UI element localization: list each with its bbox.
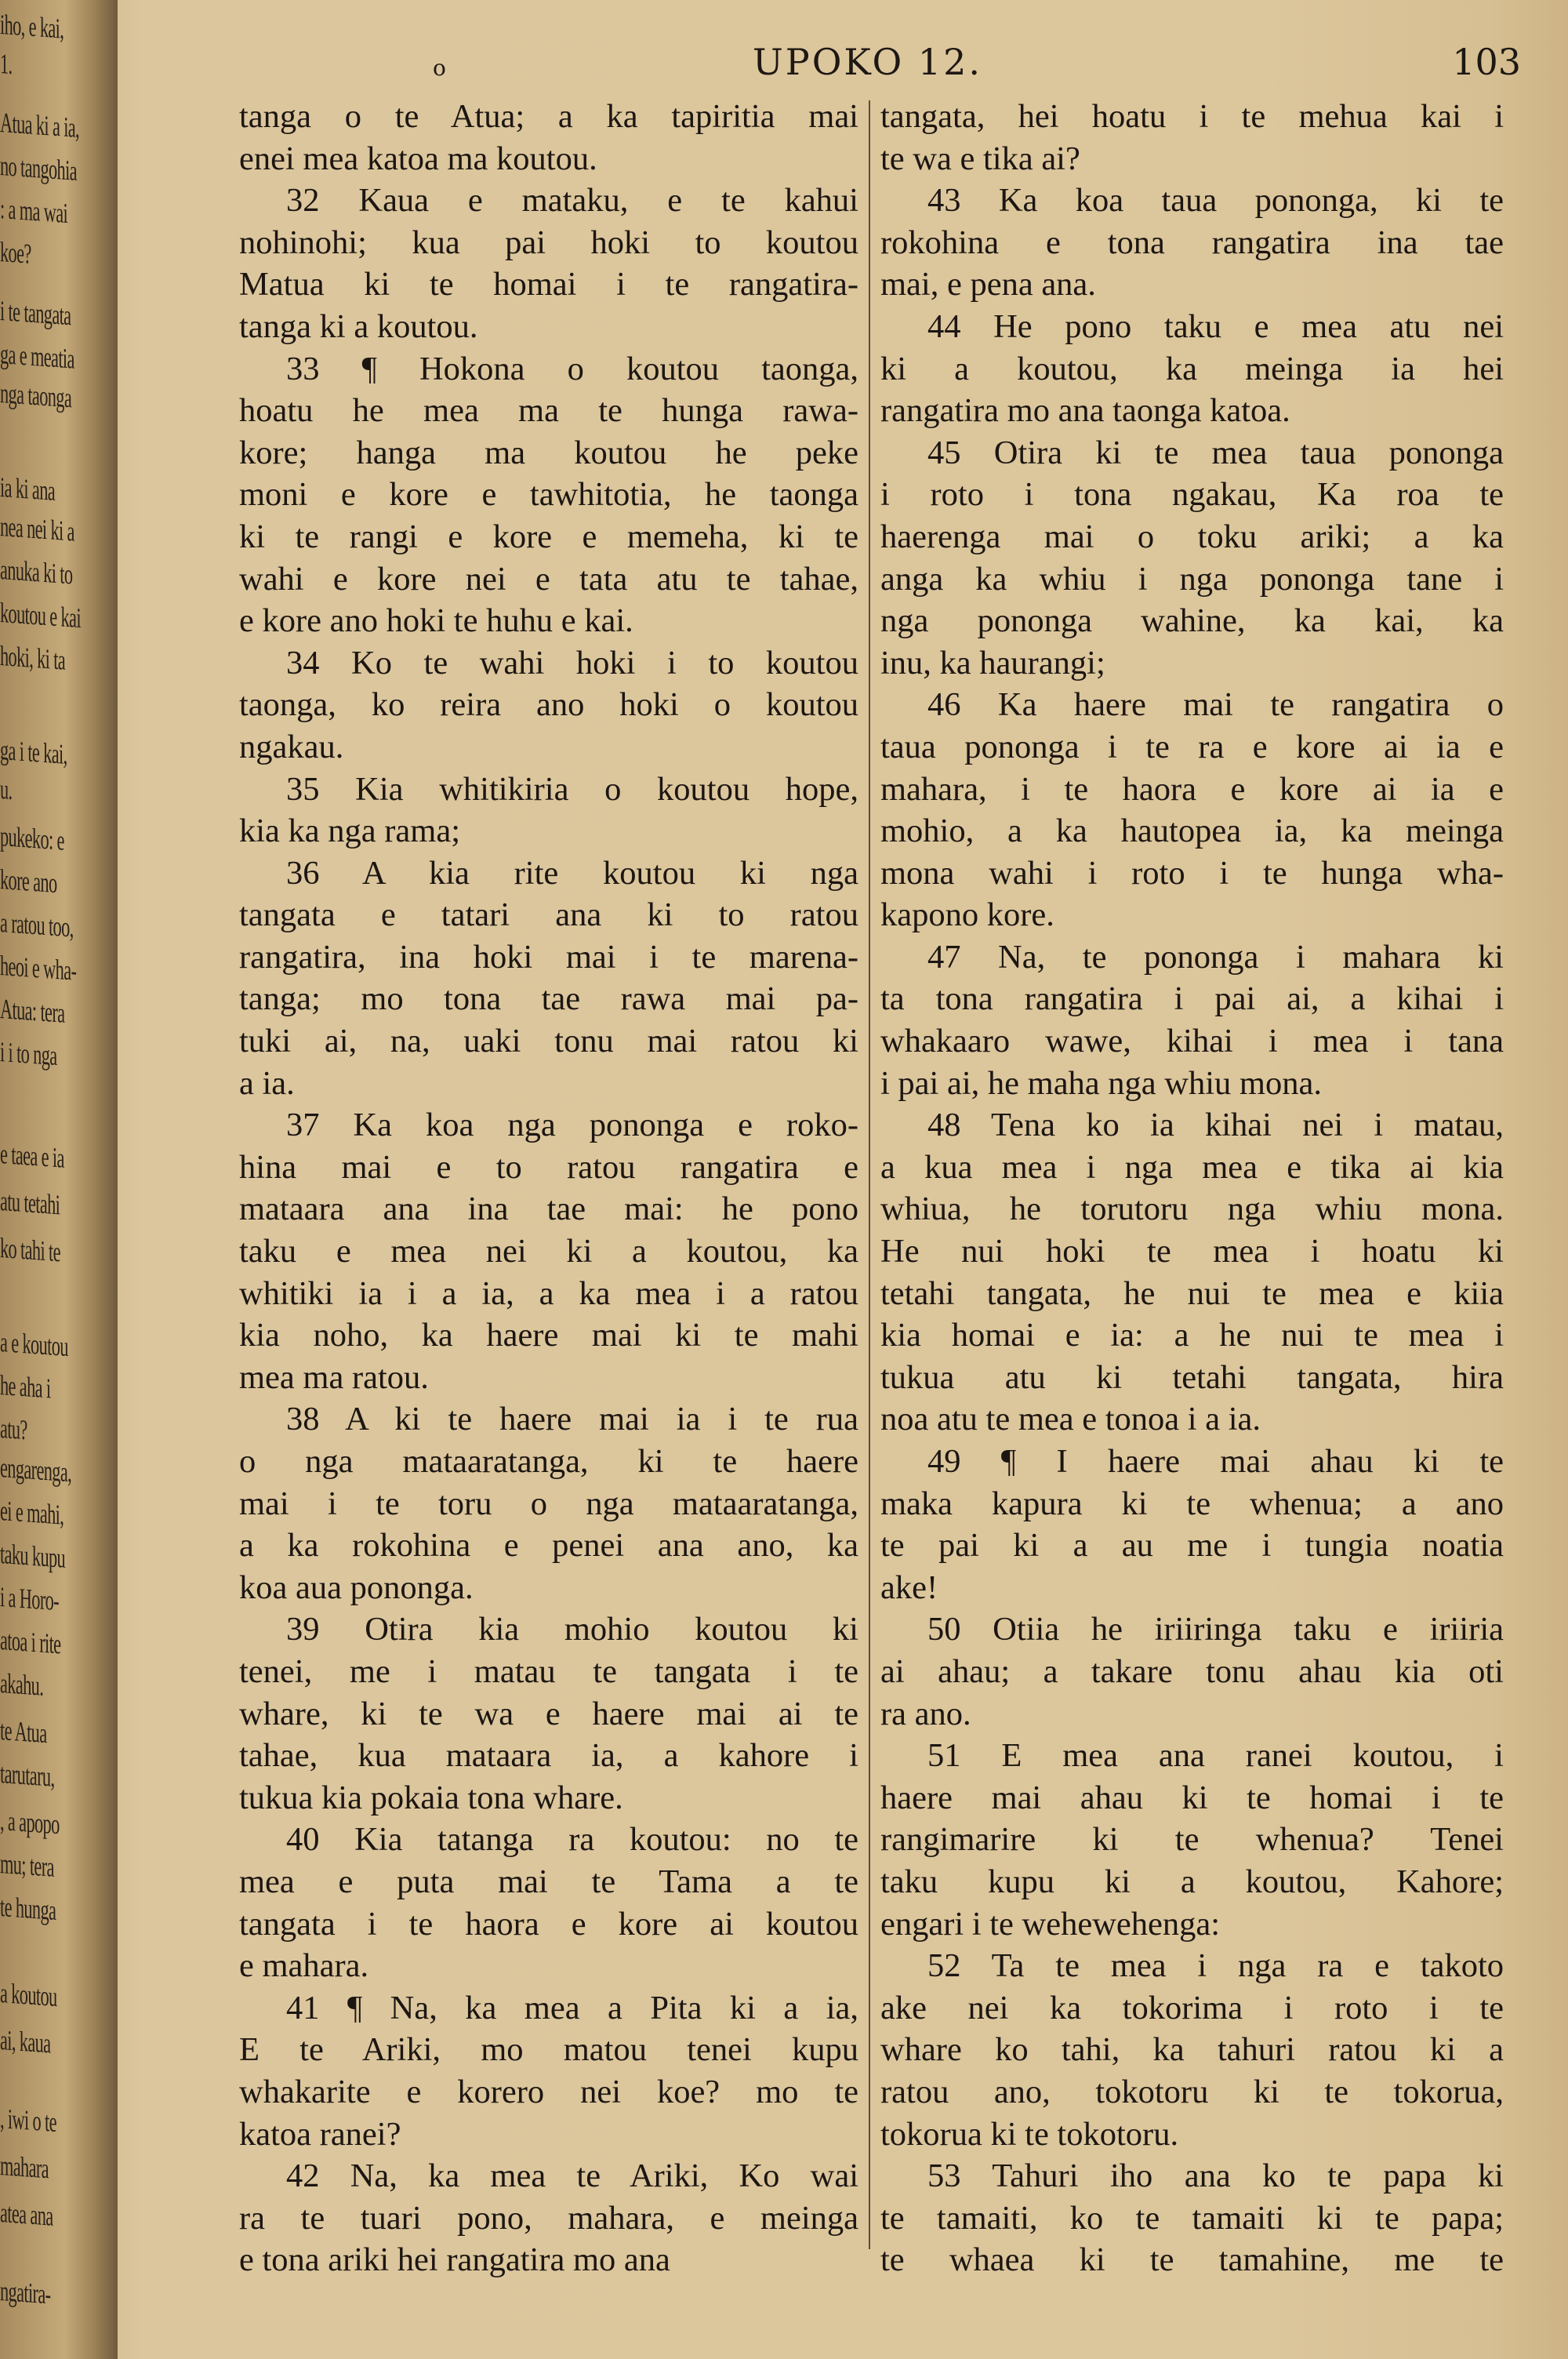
text-line: tanga; mo tona tae rawa mai pa- <box>239 980 858 1018</box>
text-line: taku kupu ki a koutou, Kahore; <box>880 1863 1504 1900</box>
text-line: taku e mea nei ki a koutou, ka <box>239 1233 858 1270</box>
previous-page-fragment: i te tangata <box>0 295 71 332</box>
previous-page-fragment: tarutaru, <box>0 1757 55 1793</box>
previous-page-fragment: ga i te kai, <box>0 734 67 770</box>
previous-page-fragment: engarenga, <box>0 1452 72 1488</box>
text-line: ra te tuari pono, mahara, e meinga <box>239 2199 858 2237</box>
text-line: 42 Na, ka mea te Ariki, Ko wai <box>286 2157 858 2195</box>
text-line: i roto i tona ngakau, Ka roa te <box>880 476 1504 514</box>
previous-page-fragment: kore ano <box>0 863 57 900</box>
previous-page-fragment: taku kupu <box>0 1538 66 1574</box>
text-line: tangata, hei hoatu i te mehua kai i <box>880 98 1504 135</box>
text-line: tukua kia pokaia tona whare. <box>239 1779 623 1816</box>
previous-page-fragment: atu tetahi <box>0 1185 60 1221</box>
text-line: taonga, ko reira ano hoki o koutou <box>239 686 858 724</box>
text-line: te whaea ki te tamahine, me te <box>880 2241 1504 2279</box>
previous-page-fragment: , a apopo <box>0 1805 60 1841</box>
previous-page-fragment: mu; tera <box>0 1848 54 1883</box>
text-line: maka kapura ki te whenua; a ano <box>880 1485 1504 1522</box>
text-line: tokorua ki te tokotoru. <box>880 2115 1179 2153</box>
text-line: mea e puta mai te Tama a te <box>239 1863 858 1900</box>
text-line: 39 Otira kia mohio koutou ki <box>286 1611 858 1648</box>
text-line: taua pononga i te ra e kore ai ia e <box>880 728 1504 765</box>
text-line: o nga mataaratanga, ki te haere <box>239 1443 858 1480</box>
text-line: te pai ki a au me i tungia noatia <box>880 1527 1504 1565</box>
text-line: whakaaro wawe, kihai i mea i tana <box>880 1023 1504 1060</box>
previous-page-fragment: ia ki ana <box>0 471 56 507</box>
text-line: koa aua pononga. <box>239 1568 474 1606</box>
previous-page-fragment: a e koutou <box>0 1326 68 1363</box>
text-line: Matua ki te homai i te rangatira- <box>239 266 858 304</box>
previous-page-fragment: 1. <box>0 48 13 81</box>
previous-page-fragment: a koutou <box>0 1977 57 2013</box>
text-line: e tona ariki hei rangatira mo ana <box>239 2241 670 2279</box>
previous-page-fragment: nea nei ki a <box>0 511 74 547</box>
text-line: kia homai e ia: a he nui te mea i <box>880 1317 1504 1354</box>
left-column <box>239 96 858 2281</box>
text-line: e mahara. <box>239 1947 369 1985</box>
previous-page-fragment: u. <box>0 773 13 806</box>
text-line: hoatu he mea ma te hunga rawa- <box>239 392 858 430</box>
text-line: ngakau. <box>239 728 344 765</box>
page-header <box>235 41 1521 88</box>
text-line: 48 Tena ko ia kihai nei i matau, <box>927 1107 1504 1144</box>
text-line: hina mai e to ratou rangatira e <box>239 1148 858 1186</box>
text-line: E te Ariki, mo matou tenei kupu <box>239 2031 858 2069</box>
text-line: 45 Otira ki te mea taua pononga <box>927 434 1504 471</box>
previous-page-fragment: te Atua <box>0 1714 47 1750</box>
previous-page-fragment: , iwi o te <box>0 2103 56 2139</box>
text-line: tanga ki a koutou. <box>239 307 478 345</box>
text-line: nohinohi; kua pai hoki to koutou <box>239 224 858 261</box>
previous-page-fragment: nga taonga <box>0 377 72 414</box>
text-line: tukua atu ki tetahi tangata, hira <box>880 1358 1504 1396</box>
text-line: 41 ¶ Na, ka mea a Pita ki a ia, <box>286 1989 858 2026</box>
previous-page-fragment: he aha i <box>0 1369 51 1405</box>
text-line: whare ko tahi, ka tahuri ratou ki a <box>880 2031 1504 2069</box>
text-line: 37 Ka koa nga pononga e roko- <box>286 1107 858 1144</box>
text-line: 49 ¶ I haere mai ahau ki te <box>927 1443 1504 1480</box>
text-line: He nui hoki te mea i hoatu ki <box>880 1233 1504 1270</box>
text-line: haere mai ahau ki te homai i te <box>880 1779 1504 1816</box>
text-line: katoa ranei? <box>239 2115 401 2153</box>
text-line: te tamaiti, ko te tamaiti ki te papa; <box>880 2199 1504 2237</box>
previous-page-fragment: te hunga <box>0 1891 56 1926</box>
text-line: moni e kore e tawhitotia, he taonga <box>239 476 858 514</box>
previous-page-fragment: atoa i rite <box>0 1624 61 1660</box>
text-line: ki a koutou, ka meinga ia hei <box>880 350 1504 387</box>
previous-page-fragment: iho, e kai, <box>0 9 64 45</box>
previous-page-fragment: i i to nga <box>0 1036 57 1072</box>
text-line: ra ano. <box>880 1695 971 1732</box>
text-line: kapono kore. <box>880 896 1054 934</box>
text-line: 43 Ka koa taua pononga, ki te <box>927 182 1504 220</box>
text-line: a kua mea i nga mea e tika ai kia <box>880 1148 1504 1186</box>
text-line: rangatira mo ana taonga katoa. <box>880 392 1290 430</box>
text-line: noa atu te mea e tonoa i a ia. <box>880 1401 1261 1438</box>
text-line: 44 He pono taku e mea atu nei <box>927 307 1504 345</box>
text-line: kia ka nga rama; <box>239 812 461 850</box>
right-column <box>880 96 1504 2281</box>
text-line: haerenga mai o toku ariki; a ka <box>880 518 1504 555</box>
previous-page-fragment: anuka ki to <box>0 554 73 591</box>
text-line: a ia. <box>239 1064 295 1102</box>
text-line: rangimarire ki te whenua? Tenei <box>880 1821 1504 1859</box>
text-line: tanga o te Atua; a ka tapiritia mai <box>239 98 858 135</box>
text-line: whitiki ia i a ia, a ka mea i a ratou <box>239 1274 858 1312</box>
text-line: e kore ano hoki te huhu e kai. <box>239 602 633 640</box>
text-line: whiua, he torutoru nga whiu mona. <box>880 1190 1504 1228</box>
text-line: wahi e kore nei e tata atu te tahae, <box>239 560 858 598</box>
text-line: 50 Otiia he iriiringa taku e iriiria <box>927 1611 1504 1648</box>
previous-page-fragment: a ratou too, <box>0 907 74 943</box>
text-line: 52 Ta te mea i nga ra e takoto <box>927 1947 1504 1985</box>
text-line: ai ahau; a takare tonu ahau kia oti <box>880 1652 1504 1690</box>
text-line: 34 Ko te wahi hoki i to koutou <box>286 644 858 682</box>
text-line: kia noho, ka haere mai ki te mahi <box>239 1317 858 1354</box>
header-mark: o <box>433 55 446 81</box>
previous-page-fragment: hoki, ki ta <box>0 640 66 676</box>
previous-page-fragment: mahara <box>0 2150 49 2185</box>
previous-page-fragment: ko tahi te <box>0 1232 60 1268</box>
text-line: tangata e tatari ana ki to ratou <box>239 896 858 934</box>
text-line: a ka rokohina e penei ana ano, ka <box>239 1527 858 1565</box>
text-line: ki te rangi e kore e memeha, ki te <box>239 518 858 555</box>
text-line: nga pononga wahine, ka kai, ka <box>880 602 1504 640</box>
text-line: 32 Kaua e mataku, e te kahui <box>286 182 858 220</box>
running-title: UPOKO 12. <box>753 41 983 83</box>
text-line: whare, ki te wa e haere mai ai te <box>239 1695 858 1732</box>
text-line: 46 Ka haere mai te rangatira o <box>927 686 1504 724</box>
text-line: 51 E mea ana ranei koutou, i <box>927 1737 1504 1775</box>
text-line: rangatira, ina hoki mai i te marena- <box>239 938 858 976</box>
text-line: tangata i te haora e kore ai koutou <box>239 1905 858 1943</box>
page-number: 103 <box>1452 41 1521 83</box>
column-divider <box>869 100 870 2249</box>
text-line: anga ka whiu i nga pononga tane i <box>880 560 1504 598</box>
previous-page-fragment: atea ana <box>0 2197 53 2232</box>
text-line: 38 A ki te haere mai ia i te rua <box>286 1401 858 1438</box>
previous-page-fragment: no tangohia <box>0 150 77 187</box>
text-line: ratou ano, tokotoru ki te tokorua, <box>880 2073 1504 2110</box>
previous-page-fragment: ei e mahi, <box>0 1495 64 1531</box>
previous-page-fragment: pukeko: e <box>0 820 64 856</box>
text-line: tahae, kua mataara ia, a kahore i <box>239 1737 858 1775</box>
text-line: 40 Kia tatanga ra koutou: no te <box>286 1821 858 1859</box>
text-line: tetahi tangata, he nui te mea e kiia <box>880 1274 1504 1312</box>
text-line: inu, ka haurangi; <box>880 644 1105 682</box>
text-line: rokohina e tona rangatira ina tae <box>880 224 1504 261</box>
text-line: 33 ¶ Hokona o koutou taonga, <box>286 350 858 387</box>
text-line: ake nei ka tokorima i roto i te <box>880 1989 1504 2026</box>
previous-page-fragment: ngatira- <box>0 2275 51 2310</box>
previous-page-fragment: Atua: tera <box>0 993 65 1029</box>
text-line: mahara, i te haora e kore ai ia e <box>880 770 1504 808</box>
text-line: te wa e tika ai? <box>880 140 1080 177</box>
text-line: mataara ana ina tae mai: he pono <box>239 1190 858 1228</box>
previous-page-fragment: atu? <box>0 1412 27 1446</box>
text-line: engari i te wehewehenga: <box>880 1905 1221 1943</box>
text-line: ake! <box>880 1568 938 1606</box>
text-line: 35 Kia whitikiria o koutou hope, <box>286 770 858 808</box>
text-line: mona wahi i roto i te hunga wha- <box>880 854 1504 892</box>
text-line: tenei, me i matau te tangata i te <box>239 1652 858 1690</box>
previous-page-edge <box>0 0 118 2359</box>
text-line: mai, e pena ana. <box>880 266 1096 304</box>
text-line: 36 A kia rite koutou ki nga <box>286 854 858 892</box>
text-line: i pai ai, he maha nga whiu mona. <box>880 1064 1322 1102</box>
previous-page-fragment: Atua ki a ia, <box>0 107 80 144</box>
text-line: kore; hanga ma koutou he peke <box>239 434 858 471</box>
text-line: whakarite e korero nei koe? mo te <box>239 2073 858 2110</box>
previous-page-fragment: koutou e kai <box>0 597 81 634</box>
text-line: mea ma ratou. <box>239 1358 429 1396</box>
previous-page-fragment: i a Horo- <box>0 1581 60 1617</box>
text-line: mai i te toru o nga mataaratanga, <box>239 1485 858 1522</box>
previous-page-fragment: ai, kaua <box>0 2024 51 2059</box>
text-line: enei mea katoa ma koutou. <box>239 140 597 177</box>
previous-page-fragment: ga e meatia <box>0 338 74 375</box>
previous-page-fragment: e taea e ia <box>0 1138 64 1174</box>
text-line: mohio, a ka hautopea ia, ka meinga <box>880 812 1504 850</box>
text-line: 47 Na, te pononga i mahara ki <box>927 938 1504 976</box>
text-line: 53 Tahuri iho ana ko te papa ki <box>927 2157 1504 2195</box>
text-line: tuki ai, na, uaki tonu mai ratou ki <box>239 1023 858 1060</box>
text-line: ta tona rangatira i pai ai, a kihai i <box>880 980 1504 1018</box>
previous-page-fragment: : a ma wai <box>0 193 68 230</box>
previous-page-fragment: koe? <box>0 236 31 270</box>
previous-page-fragment: akahu. <box>0 1667 44 1702</box>
previous-page-fragment: heoi e wha- <box>0 950 77 987</box>
